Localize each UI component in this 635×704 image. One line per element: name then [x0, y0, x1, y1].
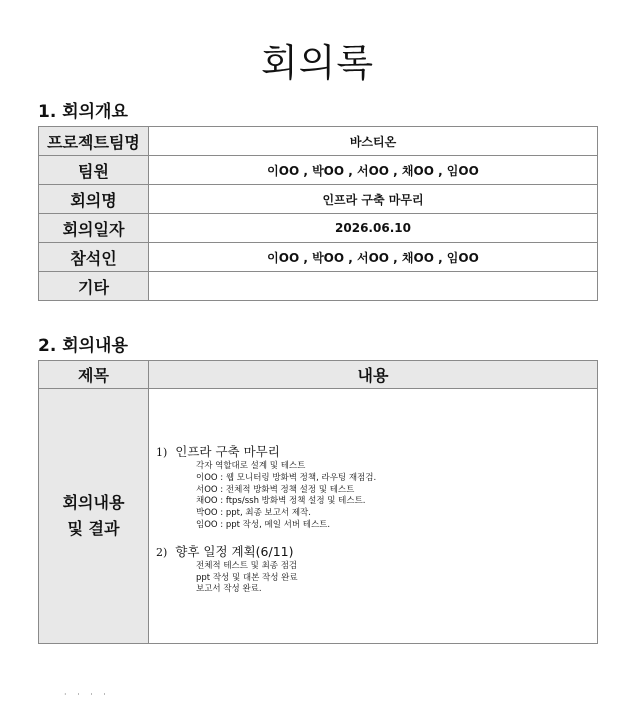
section-heading-content: 2. 회의내용 — [38, 336, 128, 356]
value-etc — [149, 272, 598, 301]
column-header-content: 내용 — [149, 361, 598, 389]
value-meeting-date: 2026.06.10 — [149, 214, 598, 243]
decorative-dots: · · · · — [64, 690, 110, 699]
table-row — [39, 243, 598, 272]
agenda-item-1-details — [156, 461, 376, 532]
value-meeting-name: 인프라 구축 마무리 — [149, 185, 598, 214]
label-etc: 기타 — [39, 272, 149, 301]
agenda-list — [156, 442, 376, 596]
agenda-item-number: 1) — [156, 446, 168, 459]
list-item: 보고서 작성 완료. — [196, 584, 262, 595]
value-project-team: 바스티온 — [149, 127, 598, 156]
label-line-1: 회의내용 — [62, 493, 125, 512]
label-meeting-date: 회의일자 — [39, 214, 149, 243]
table-row — [39, 272, 598, 301]
meeting-content-table — [38, 360, 598, 644]
agenda-item-number: 2) — [156, 545, 168, 559]
list-item: 서OO : 전체적 방화벽 정책 설정 및 테스트 — [196, 484, 355, 495]
label-line-2: 및 결과 — [67, 519, 120, 538]
label-meeting-name: 회의명 — [39, 185, 149, 214]
table-row — [39, 389, 598, 644]
list-item: ppt 작성 및 대본 작성 완료 — [196, 572, 298, 583]
list-item: 채OO : ftps/ssh 방화벽 정책 설정 및 테스트. — [196, 496, 366, 507]
label-attendees: 참석인 — [39, 243, 149, 272]
list-item: 각자 역할대로 설계 및 테스트 — [196, 461, 306, 471]
agenda-item-2-details — [156, 561, 376, 596]
label-meeting-result — [39, 389, 149, 644]
value-members: 이OO , 박OO , 서OO , 채OO , 임OO — [149, 156, 598, 185]
table-row — [39, 214, 598, 243]
agenda-item-title: 인프라 구축 마무리 — [175, 444, 280, 459]
value-attendees: 이OO , 박OO , 서OO , 채OO , 임OO — [149, 243, 598, 272]
meeting-content-body — [149, 389, 598, 644]
column-header-title: 제목 — [39, 361, 149, 389]
table-row — [39, 127, 598, 156]
agenda-item-title: 향후 일정 계획(6/11) — [175, 543, 294, 559]
list-item: 전체적 테스트 및 최종 점검 — [196, 560, 298, 571]
list-item: 박OO : ppt, 최종 보고서 제작. — [196, 508, 311, 519]
label-members: 팀원 — [39, 156, 149, 185]
section-heading-overview: 1. 회의개요 — [38, 102, 128, 122]
label-project-team: 프로젝트팀명 — [39, 127, 149, 156]
meeting-overview-table — [38, 126, 598, 301]
list-item: 이OO : 웹 모니터링 방화벽 정책, 라우팅 재점검. — [196, 472, 377, 483]
table-row — [39, 185, 598, 214]
document-title: 회의록 — [260, 41, 375, 85]
agenda-item-2 — [156, 542, 376, 560]
table-header-row — [39, 361, 598, 389]
table-row — [39, 156, 598, 185]
agenda-item-1 — [156, 442, 376, 460]
list-item: 임OO : ppt 작성, 메일 서버 테스트. — [196, 519, 331, 530]
